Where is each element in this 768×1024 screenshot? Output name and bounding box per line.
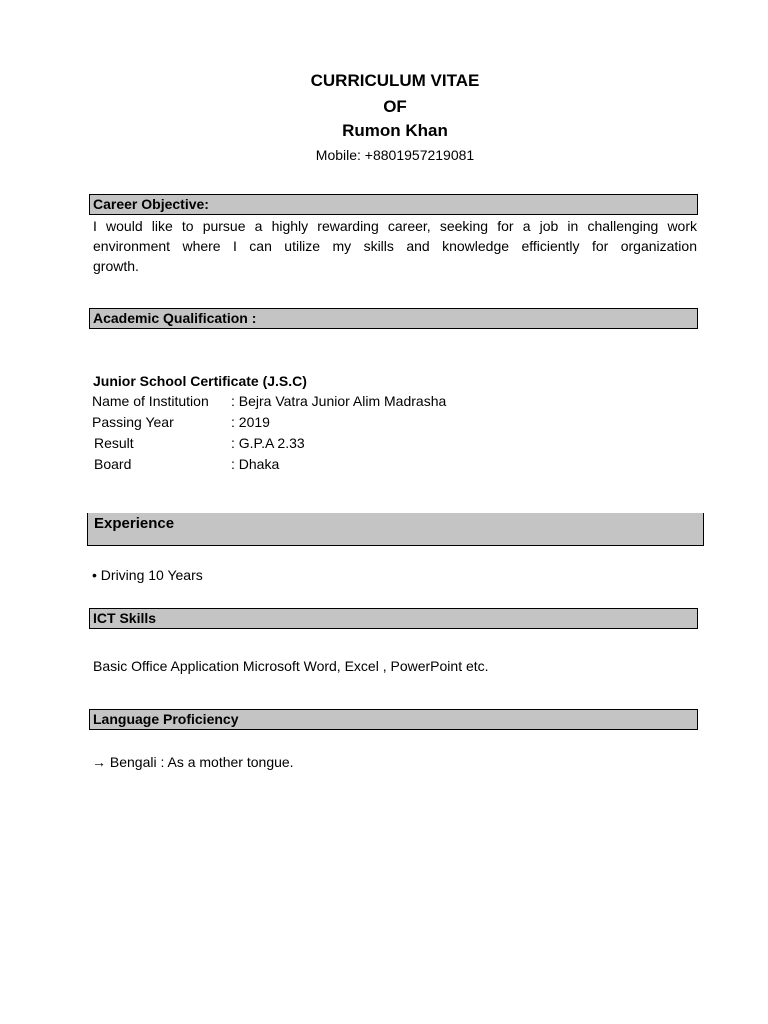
row-label: Result (94, 435, 134, 451)
row-label: Name of Institution (92, 393, 209, 409)
ict-skills-heading: ICT Skills (89, 608, 698, 629)
document-title: CURRICULUM VITAE (310, 71, 480, 90)
mobile-number: Mobile: +8801957219081 (315, 147, 475, 163)
row-value: : 2019 (231, 414, 270, 430)
ict-skills-text: Basic Office Application Microsoft Word, Excel , PowerPoint etc. (93, 658, 489, 674)
career-objective-heading: Career Objective: (89, 194, 698, 215)
academic-qualification-heading: Academic Qualification : (89, 308, 698, 329)
experience-item: • Driving 10 Years (92, 567, 203, 583)
row-label: Board (94, 456, 132, 472)
career-objective-line: I would like to pursue a highly rewarding career, seeking for a job in challenging work (93, 218, 697, 234)
experience-heading: Experience (87, 513, 704, 546)
title-of: OF (383, 97, 407, 116)
candidate-name: Rumon Khan (342, 121, 448, 140)
language-proficiency-text: → Bengali : As a mother tongue. (92, 754, 294, 770)
career-objective-line: environment where I can utilize my skills and knowledge efficiently for organization (93, 238, 697, 254)
row-label: Passing Year (92, 414, 174, 430)
language-proficiency-heading: Language Proficiency (89, 709, 698, 730)
row-value: : Dhaka (231, 456, 280, 472)
row-value: : Bejra Vatra Junior Alim Madrasha (231, 393, 447, 409)
career-objective-line: growth. (93, 258, 139, 274)
career-objective-text (93, 216, 697, 276)
row-value: : G.P.A 2.33 (231, 435, 305, 451)
certificate-title: Junior School Certificate (J.S.C) (93, 373, 307, 389)
